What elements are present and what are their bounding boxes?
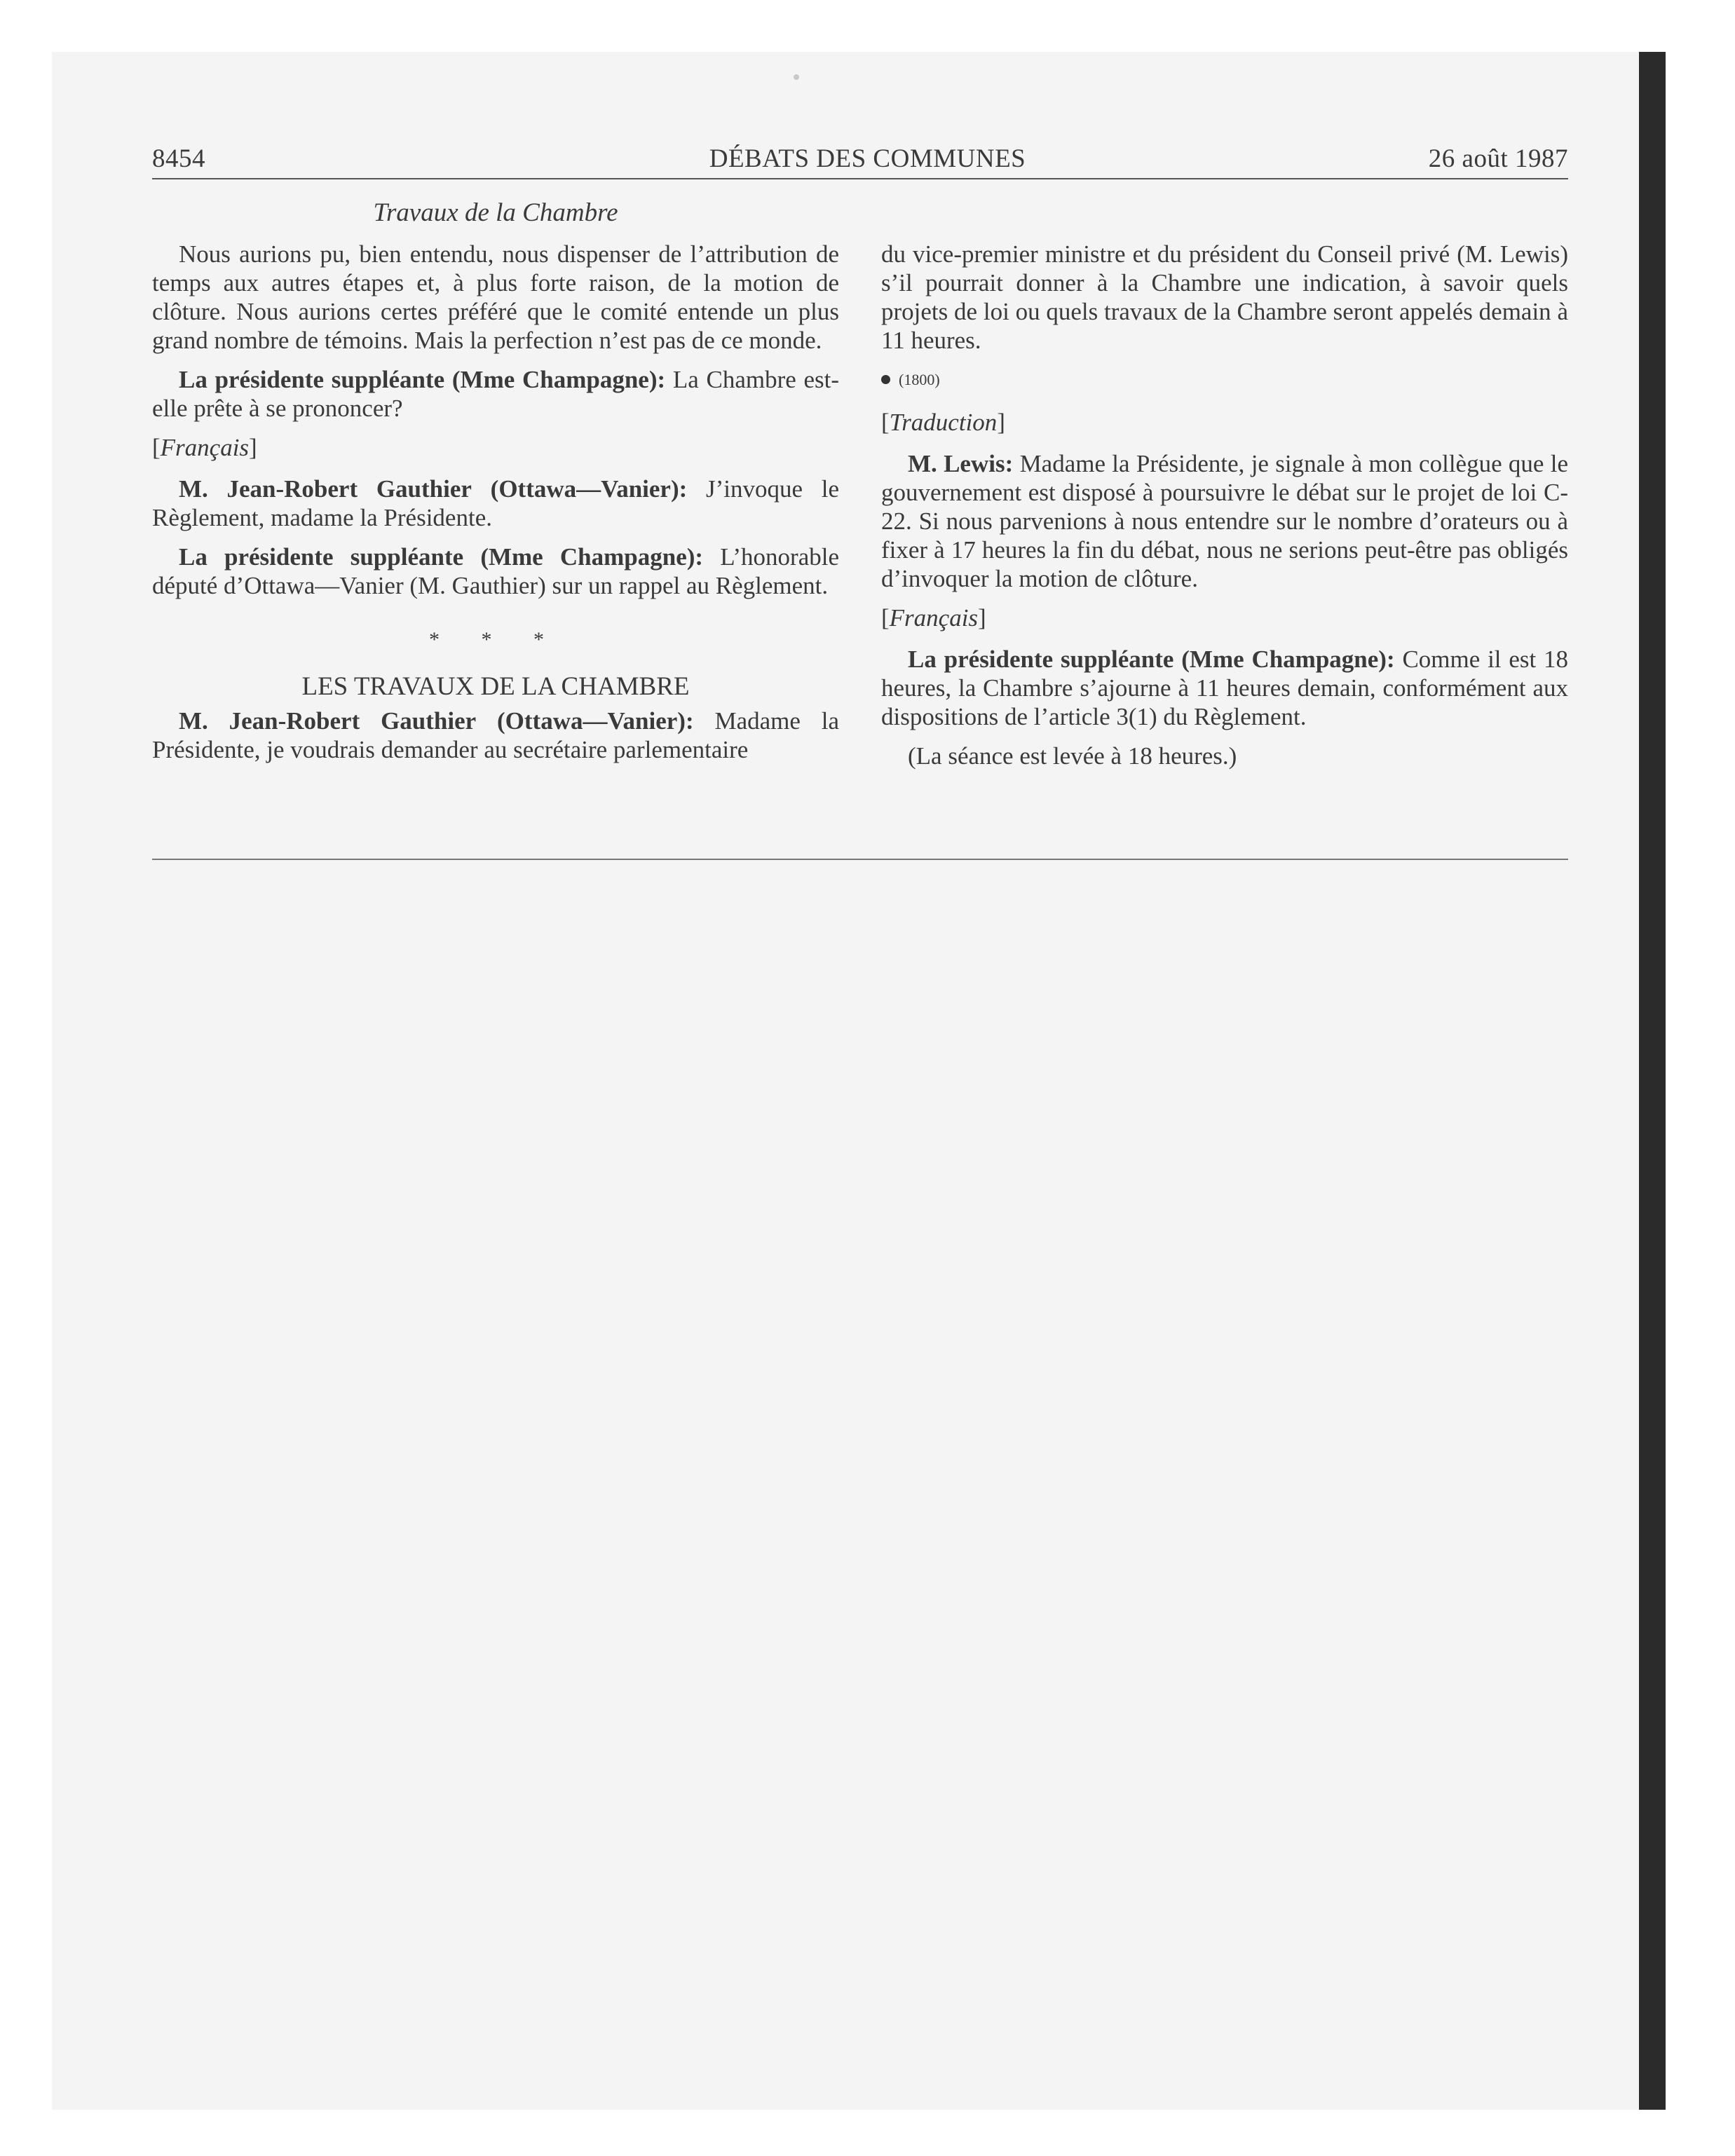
- page-date: 26 août 1987: [1428, 144, 1568, 173]
- speech-paragraph: [881, 449, 1568, 593]
- speech-paragraph: [152, 365, 839, 423]
- speech-text: J’invoque le Règlement, madame la Présidente.: [152, 475, 840, 531]
- speech-text: La Chambre est-elle prête à se prononcer?: [152, 366, 839, 422]
- scan-speck: [794, 74, 799, 80]
- publication-title: DÉBATS DES COMMUNES: [709, 144, 1026, 173]
- section-heading: LES TRAVAUX DE LA CHAMBRE: [301, 672, 690, 701]
- speaker-riding: (Ottawa—Vanier):: [490, 475, 688, 503]
- speech-text: L’honorable député d’Ottawa—Vanier (M. Gauthier) sur un rappel au Règlement.: [152, 543, 840, 599]
- speaker-name: La présidente suppléante: [179, 366, 445, 393]
- header-rule: [152, 178, 1568, 179]
- language-tag: [Français]: [152, 434, 257, 461]
- speaker-name: La présidente suppléante: [908, 646, 1174, 673]
- speaker-name: La présidente suppléante: [179, 543, 464, 571]
- left-column: [152, 240, 839, 775]
- speech-paragraph: [152, 707, 839, 764]
- speaker-riding: (Ottawa—Vanier):: [497, 707, 694, 735]
- scan-edge-bar: [1639, 52, 1666, 2110]
- adjournment-note: (La séance est levée à 18 heures.): [908, 742, 1237, 770]
- speech-text: Madame la Présidente, je signale à mon collègue que le gouvernement est disposé à poursuivre le débat sur le projet de loi C-22. Si nous parvenions à nous entendre sur le nombre d’orateurs ou à fixer à 17 heures la fin du débat, nous ne serions peut-être pas obligés d’invoquer la motion de clôture.: [881, 450, 1568, 592]
- footer-rule: [152, 859, 1568, 860]
- speaker-name: M. Lewis:: [908, 450, 1014, 477]
- speech-text: Madame la Présidente, je voudrais demander au secrétaire parlementaire: [152, 707, 840, 763]
- speaker-name: M. Jean-Robert Gauthier: [179, 707, 477, 735]
- paragraph: Nous aurions pu, bien entendu, nous dispenser de l’attribution de temps aux autres étapes et, à plus forte raison, de la motion de clôture. Nous aurions certes préféré que le comité entende un plus grand nombre de témoins. Mais la perfection n’est pas de ce monde.: [152, 240, 839, 354]
- speaker-title: (Mme Champagne):: [451, 366, 666, 393]
- running-title: Travaux de la Chambre: [373, 198, 618, 227]
- speaker-title: (Mme Champagne):: [1181, 646, 1395, 673]
- speaker-name: M. Jean-Robert Gauthier: [179, 475, 472, 503]
- time-marker-text: (1800): [899, 371, 940, 388]
- page-number: 8454: [152, 144, 205, 173]
- bullet-icon: [881, 375, 890, 384]
- speech-paragraph: [881, 645, 1568, 731]
- language-tag: [Français]: [881, 604, 986, 632]
- speaker-title: (Mme Champagne):: [480, 543, 704, 571]
- paragraph: du vice-premier ministre et du président du Conseil privé (M. Lewis) s’il pourrait donner à la Chambre une indication, à savoir quels projets de loi ou quels travaux de la Chambre seront appelés demain à 11 heures.: [881, 240, 1568, 354]
- speech-paragraph: [152, 543, 839, 600]
- right-column: [881, 240, 1568, 781]
- time-marker: [881, 365, 1568, 394]
- language-tag: [Traduction]: [881, 409, 1005, 436]
- section-separator: * * *: [429, 628, 562, 651]
- speech-paragraph: [152, 475, 839, 532]
- speech-text: Comme il est 18 heures, la Chambre s’ajourne à 11 heures demain, conformément aux dispositions de l’article 3(1) du Règlement.: [881, 646, 1569, 730]
